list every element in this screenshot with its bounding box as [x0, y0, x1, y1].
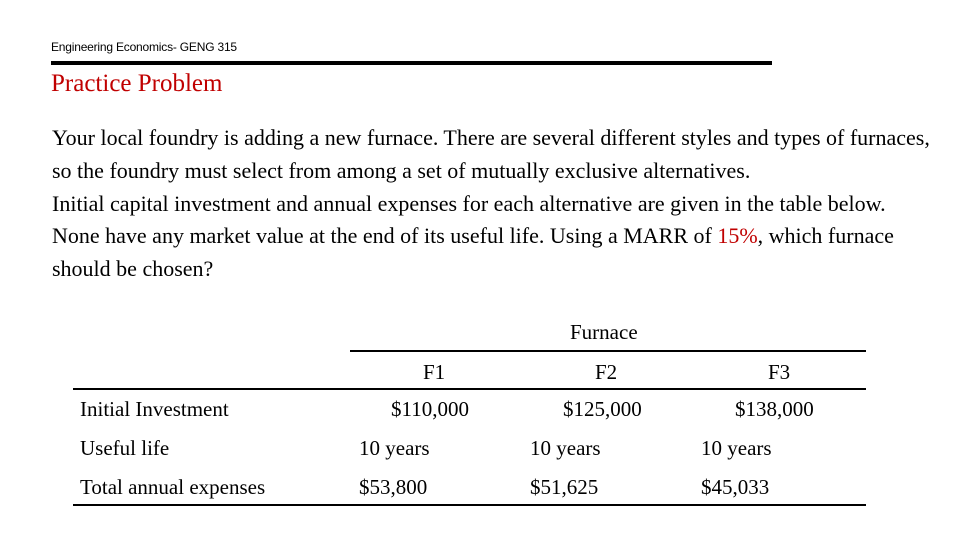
problem-text-part1: Your local foundry is adding a new furnace. There are several different styles and types of furnaces, so the foundry must select from among a set of mutually exclusive alternatives.	[52, 125, 930, 183]
problem-text-part2: Initial capital investment and annual expenses for each alternative are given in the table below. None have any market value at the end of its useful life. Using a MARR of	[52, 190, 886, 249]
table-header-rule	[73, 388, 866, 390]
table-group-header: Furnace	[570, 320, 638, 344]
cell-annual-expenses-f2: $51,625	[530, 475, 599, 499]
cell-annual-expenses-f3: $45,033	[701, 475, 770, 499]
column-header-f3: F3	[768, 360, 791, 384]
problem-text-part3: , which furnace should be chosen?	[52, 223, 894, 282]
table-bottom-rule	[73, 504, 866, 506]
column-header-f2: F2	[595, 360, 618, 384]
cell-useful-life-f2: 10 years	[530, 436, 601, 460]
page-title: Practice Problem	[51, 70, 223, 97]
row-label-initial-investment: Initial Investment	[80, 397, 229, 421]
cell-useful-life-f3: 10 years	[701, 436, 772, 460]
cell-initial-investment-f1: $110,000	[391, 397, 469, 421]
row-label-useful-life: Useful life	[80, 436, 170, 460]
cell-annual-expenses-f1: $53,800	[359, 475, 428, 499]
marr-value: 15%	[717, 223, 758, 249]
table-top-rule	[350, 350, 866, 352]
cell-initial-investment-f3: $138,000	[735, 397, 814, 421]
column-header-f1: F1	[423, 360, 446, 384]
cell-useful-life-f1: 10 years	[359, 436, 430, 460]
course-header: Engineering Economics- GENG 315	[51, 40, 237, 54]
cell-initial-investment-f2: $125,000	[563, 397, 642, 421]
row-label-annual-expenses: Total annual expenses	[80, 475, 266, 499]
